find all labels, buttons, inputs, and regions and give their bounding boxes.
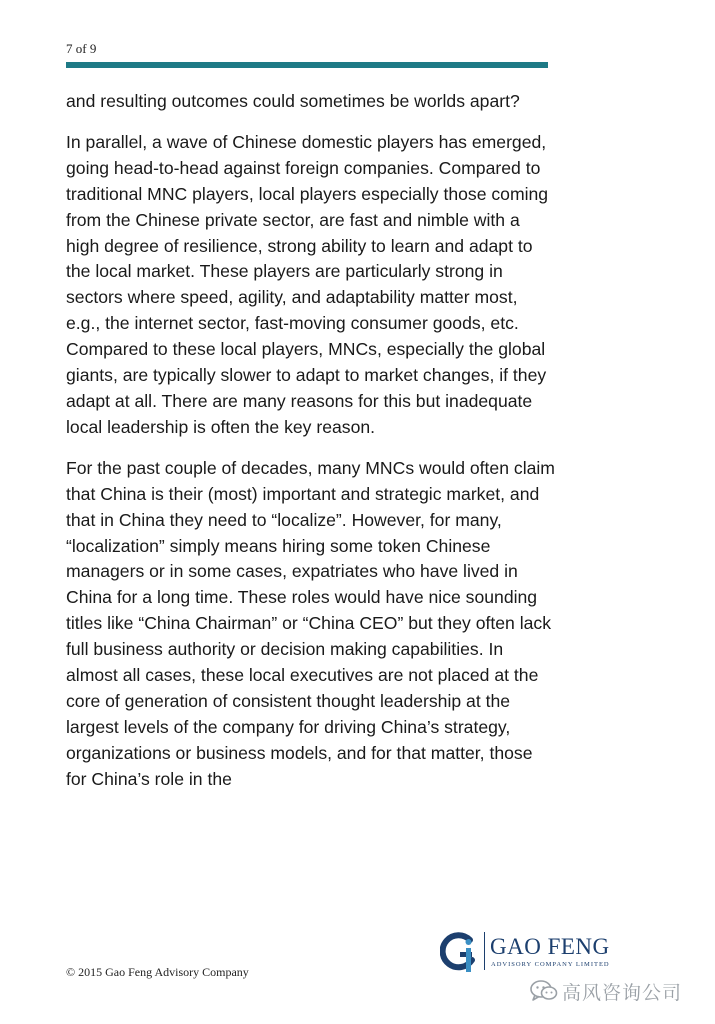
page-number: 7 of 9: [66, 41, 97, 56]
body-text: [66, 89, 556, 808]
watermark-text: 高风咨询公司: [562, 982, 683, 1004]
paragraph-2: In parallel, a wave of Chinese domestic players has emerged, going head-to-head against foreign companies. Compared to traditional MNC players, local players especially those coming from the Chinese private sector, are fast and nimble with a high degree of resilience, strong ability to learn and adapt to the local market. These players are particularly strong in sectors where speed, agility, and adaptability matter most, e.g., the internet sector, fast-moving consumer goods, etc. Compared to these local players, MNCs, especially the global giants, are typically slower to adapt to market changes, if they adapt at all. There are many reasons for this but inadequate local leadership is often the key reason.: [66, 131, 549, 437]
paragraph-1: and resulting outcomes could sometimes be worlds apart?: [66, 91, 520, 111]
footer-copyright: © 2015 Gao Feng Advisory Company: [66, 965, 249, 979]
logo-divider: [484, 932, 485, 970]
company-logo: [440, 930, 630, 975]
paragraph-3: For the past couple of decades, many MNCs would often claim that China is their (most) important and strategic market, and that in China they need to “localize”. However, for many, “localization” simply means hiring some token Chinese managers or in some cases, expatriates who have lived in China for a long time. These roles would have nice sounding titles like “China Chairman” or “China CEO” but they often lack full business authority or decision making capabilities. In almost all cases, these local executives are not placed at the core of generation of consistent thought leadership at the largest levels of the company for driving China’s strategy, organizations or business models, and for that matter, those for China’s role in the: [66, 457, 555, 789]
header-rule: [66, 62, 548, 68]
wechat-icon: [530, 979, 558, 1003]
logo-name: GAO FENG: [490, 934, 610, 959]
logo-tagline: ADVISORY COMPANY LIMITED: [491, 961, 610, 968]
gao-feng-logo-icon: [440, 930, 480, 974]
watermark: [530, 976, 700, 1004]
